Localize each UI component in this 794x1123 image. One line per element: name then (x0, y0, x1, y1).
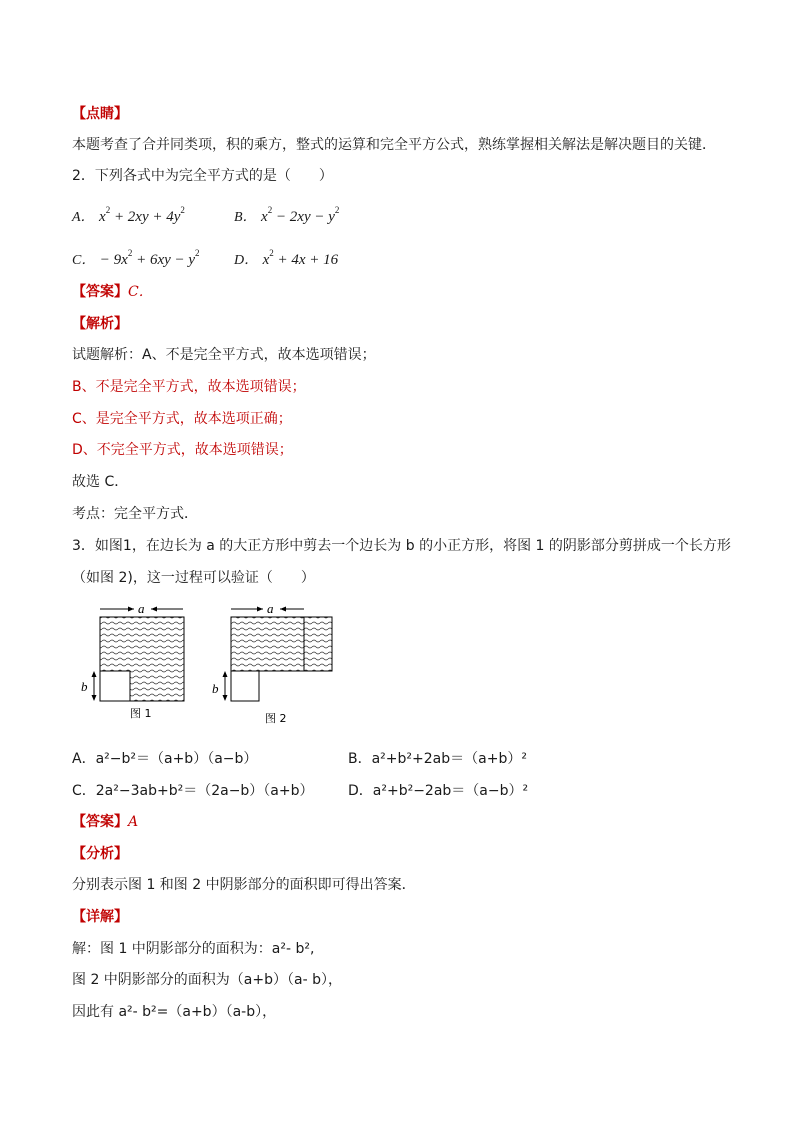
q3-answer (72, 812, 138, 832)
q2-analysis-line-4: D、不完全平方式，故本选项错误； (72, 442, 293, 458)
q3-solution-line-2: 图 2 中阴影部分的面积为（a+b）（a- b）， (72, 972, 342, 988)
q2-answer (72, 282, 153, 302)
q3-opt-d: D．a²+b²−2ab＝（a−b）² (348, 783, 529, 799)
q3-opt-b: B．a²+b²+2ab＝（a+b）² (348, 751, 527, 767)
figure-1 (78, 602, 198, 732)
q2-analysis-line-2: B、不是完全平方式，故本选项错误； (72, 379, 306, 395)
q2-answer-label: 【答案】 (72, 284, 128, 300)
q2-opt-d: $x^2 + 4x + 16$ (262, 248, 339, 268)
fig2-rect-right (304, 617, 332, 671)
q3-options-row1 (72, 749, 712, 769)
fig2-label-b: b (212, 681, 219, 696)
fig1-label-b: b (81, 679, 88, 694)
fig2-label-a: a (267, 601, 274, 616)
q3-fenxi-text: 分别表示图 1 和图 2 中阴影部分的面积即可得出答案． (72, 877, 416, 893)
q2-analysis-line-1: 试题解析：A、不是完全平方式，故本选项错误； (72, 347, 376, 363)
dianjing-text: 本题考查了合并同类项，积的乘方，整式的运算和完全平方公式，熟练掌握相关解法是解决题目的关键． (72, 137, 716, 153)
q3-stem-line-1: 3．如图1，在边长为 a 的大正方形中剪去一个边长为 b 的小正方形，将图 1 的阴影部分剪拼成一个长方形 (72, 538, 731, 554)
q2-opt-b-label: B． (234, 210, 257, 225)
q2-analysis-line-3: C、是完全平方式，故本选项正确； (72, 411, 292, 427)
figure-2 (208, 602, 338, 732)
q2-opt-a-label: A． (72, 210, 95, 225)
q3-solution-line-3: 因此有 a²- b²=（a+b）（a-b）， (72, 1004, 277, 1020)
q2-opt-c: − $9x^2 + 6xy - y^2$ (99, 248, 200, 268)
q3-solution-line-1: 解：图 1 中阴影部分的面积为：a²- b², (72, 941, 315, 957)
fig1-small-square (100, 671, 130, 701)
dianjing-heading: 【点睛】 (72, 106, 128, 122)
q2-opt-c-label: C． (72, 253, 96, 268)
fig1-label-a: a (138, 601, 145, 616)
q3-opt-c: C．2a²−3ab+b²＝（2a−b）（a+b） (72, 783, 314, 799)
fig2-caption: 图 2 (265, 712, 287, 725)
q3-answer-value: A (128, 814, 139, 830)
q3-answer-label: 【答案】 (72, 814, 128, 830)
q2-choose: 故选 C． (72, 474, 129, 490)
q2-opt-a: $x^2 + 2xy + 4y^2$ (99, 205, 185, 225)
q2-stem: 2．下列各式中为完全平方式的是（ ） (72, 168, 333, 184)
fig1-caption: 图 1 (130, 707, 152, 720)
q2-options-row2 (72, 245, 472, 271)
q3-opt-a: A．a²−b²＝（a+b）（a−b） (72, 751, 258, 767)
q3-options-row2 (72, 781, 712, 801)
q2-options-row1 (72, 202, 472, 228)
q2-answer-value: C． (128, 284, 153, 300)
fig2-small-square (231, 671, 259, 701)
q3-xiangjie-heading: 【详解】 (72, 909, 128, 925)
q2-analysis-heading: 【解析】 (72, 316, 128, 332)
fig2-rect-left (231, 617, 304, 671)
q2-opt-d-label: D． (234, 253, 259, 268)
q2-kaodian: 考点：完全平方式． (72, 506, 198, 522)
q3-stem-line-2: （如图 2)，这一过程可以验证（ ） (72, 570, 315, 586)
q2-opt-b: $x^2 - 2xy - y^2$ (261, 205, 340, 225)
q3-fenxi-heading: 【分析】 (72, 846, 128, 862)
